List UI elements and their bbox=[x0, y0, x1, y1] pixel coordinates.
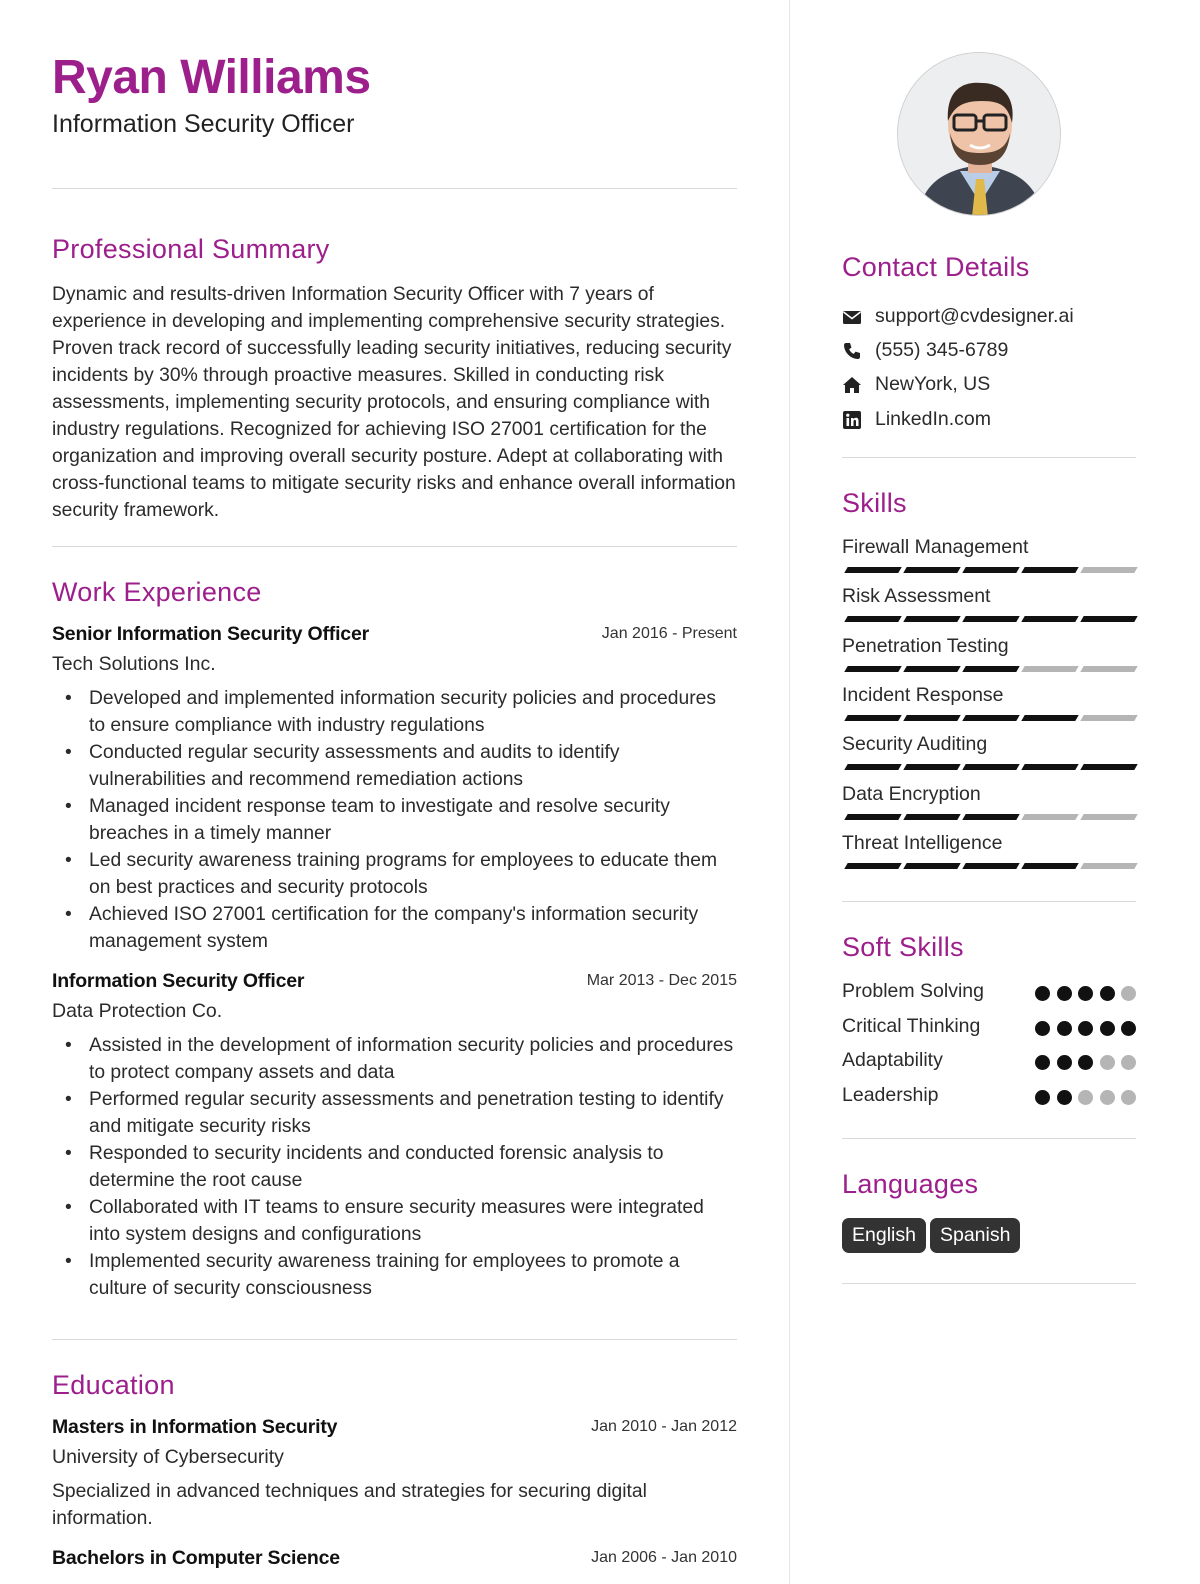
rating-dot bbox=[1057, 1090, 1072, 1105]
rating-dot bbox=[1057, 1055, 1072, 1070]
soft-skill-rating bbox=[1035, 986, 1135, 1001]
job-bullets bbox=[52, 685, 737, 955]
skill-level-segment bbox=[1080, 666, 1137, 672]
summary-heading: Professional Summary bbox=[52, 234, 330, 264]
skill-level-segment bbox=[1080, 567, 1137, 573]
job-bullet: • Managed incident response team to investigate and resolve security breaches in a timely manner bbox=[52, 793, 737, 847]
soft-skill-item bbox=[842, 1013, 1136, 1043]
skill-level-segment bbox=[1021, 567, 1078, 573]
skill-item bbox=[842, 832, 1136, 855]
rating-dot bbox=[1057, 1021, 1072, 1036]
languages-list bbox=[842, 1218, 1024, 1253]
skill-level-segment bbox=[962, 616, 1019, 622]
language-tag: Spanish bbox=[930, 1218, 1020, 1253]
job-entry bbox=[52, 623, 737, 955]
skill-item bbox=[842, 585, 1136, 608]
linkedin-icon bbox=[842, 410, 862, 430]
skill-level-bar bbox=[842, 814, 1136, 821]
job-date: Mar 2013 - Dec 2015 bbox=[586, 972, 737, 989]
job-title: Senior Information Security Officer bbox=[52, 623, 369, 645]
divider bbox=[842, 1138, 1136, 1139]
school-name: University of Cybersecurity bbox=[52, 1446, 284, 1468]
skill-level-segment bbox=[844, 764, 901, 770]
skill-level-bar bbox=[842, 715, 1136, 722]
skill-level-segment bbox=[1080, 814, 1137, 820]
skill-level-segment bbox=[844, 715, 901, 721]
rating-dot bbox=[1035, 1021, 1050, 1036]
skill-item bbox=[842, 536, 1136, 559]
contact-linkedin-text: LinkedIn.com bbox=[875, 408, 991, 430]
skill-level-segment bbox=[903, 666, 960, 672]
soft-skill-name: Leadership bbox=[842, 1083, 939, 1106]
skill-level-segment bbox=[1021, 863, 1078, 869]
skill-item bbox=[842, 733, 1136, 756]
contact-location-text: NewYork, US bbox=[875, 373, 991, 395]
skill-level-segment bbox=[1021, 814, 1078, 820]
skill-item bbox=[842, 684, 1136, 707]
skill-level-bar bbox=[842, 616, 1136, 623]
degree-title: Bachelors in Computer Science bbox=[52, 1547, 340, 1569]
rating-dot bbox=[1100, 1021, 1115, 1036]
divider bbox=[842, 901, 1136, 902]
skill-level-segment bbox=[844, 616, 901, 622]
skill-level-segment bbox=[903, 616, 960, 622]
skill-level-segment bbox=[903, 567, 960, 573]
rating-dot bbox=[1035, 1090, 1050, 1105]
job-bullet: • Performed regular security assessments and penetration testing to identify and mitigate security risks bbox=[52, 1086, 737, 1140]
soft-skill-rating bbox=[1035, 1090, 1135, 1105]
rating-dot bbox=[1121, 1021, 1136, 1036]
skill-name: Threat Intelligence bbox=[842, 831, 1003, 854]
job-bullets bbox=[52, 1032, 737, 1302]
skill-level-segment bbox=[844, 863, 901, 869]
soft-skill-item bbox=[842, 1047, 1136, 1077]
education-description: Specialized in advanced techniques and strategies for securing digital information. bbox=[52, 1481, 647, 1529]
job-bullet: • Led security awareness training programs for employees to educate them on best practices and security protocols bbox=[52, 847, 737, 901]
skill-level-segment bbox=[1080, 764, 1137, 770]
rating-dot bbox=[1078, 1090, 1093, 1105]
skill-level-segment bbox=[844, 666, 901, 672]
profile-photo bbox=[897, 52, 1061, 216]
languages-heading: Languages bbox=[842, 1169, 979, 1199]
skill-level-segment bbox=[962, 814, 1019, 820]
skill-item bbox=[842, 783, 1136, 806]
skill-level-segment bbox=[903, 814, 960, 820]
soft-skill-rating bbox=[1035, 1055, 1135, 1070]
job-bullet: • Achieved ISO 27001 certification for the company's information security management system bbox=[52, 901, 737, 955]
divider bbox=[842, 1283, 1136, 1284]
divider bbox=[842, 457, 1136, 458]
phone-icon bbox=[842, 341, 862, 361]
job-bullet: • Responded to security incidents and conducted forensic analysis to determine the root cause bbox=[52, 1140, 737, 1194]
skill-level-segment bbox=[1021, 764, 1078, 770]
degree-title: Masters in Information Security bbox=[52, 1416, 338, 1438]
soft-skill-name: Adaptability bbox=[842, 1049, 943, 1071]
soft-skills-heading: Soft Skills bbox=[842, 932, 964, 962]
rating-dot bbox=[1035, 1055, 1050, 1070]
skill-level-segment bbox=[1021, 616, 1078, 622]
job-bullet: • Collaborated with IT teams to ensure security measures were integrated into system designs and configurations bbox=[52, 1194, 737, 1248]
contact-phone[interactable] bbox=[842, 336, 1136, 366]
contact-location bbox=[842, 370, 1136, 400]
work-heading: Work Experience bbox=[52, 577, 262, 607]
skill-name: Incident Response bbox=[842, 683, 1004, 706]
candidate-role: Information Security Officer bbox=[52, 110, 355, 138]
divider bbox=[52, 188, 737, 189]
skill-level-segment bbox=[1080, 715, 1137, 721]
skill-level-segment bbox=[844, 567, 901, 573]
skill-level-segment bbox=[962, 863, 1019, 869]
skill-level-segment bbox=[903, 863, 960, 869]
skill-level-segment bbox=[1021, 715, 1078, 721]
skill-level-segment bbox=[1080, 616, 1137, 622]
divider bbox=[52, 1339, 737, 1340]
soft-skill-item bbox=[842, 978, 1136, 1008]
job-company: Data Protection Co. bbox=[52, 1000, 223, 1022]
home-icon bbox=[842, 375, 862, 395]
rating-dot bbox=[1100, 1055, 1115, 1070]
skill-item bbox=[842, 635, 1136, 658]
rating-dot bbox=[1121, 1055, 1136, 1070]
rating-dot bbox=[1035, 986, 1050, 1001]
candidate-name: Ryan Williams bbox=[52, 51, 371, 104]
education-entry bbox=[52, 1416, 737, 1532]
contact-phone-text: (555) 345-6789 bbox=[875, 339, 1009, 361]
rating-dot bbox=[1078, 986, 1093, 1001]
skill-level-segment bbox=[844, 814, 901, 820]
skill-level-bar bbox=[842, 863, 1136, 870]
summary-text: Dynamic and results-driven Information Security Officer with 7 years of experience in developing and implementing comprehensive security strategies. Proven track record of successfully leading security initiatives, reducing security incidents by 30% through proactive measures. Skilled in conducting risk assessments, implementing security protocols, and ensuring compliance with industry regulations. Recognized for achieving ISO 27001 certification for the organization and improving overall security posture. Adept at collaborating with cross-functional teams to mitigate security risks and enhance overall information security framework. bbox=[52, 284, 736, 521]
skill-name: Penetration Testing bbox=[842, 634, 1009, 657]
skill-level-bar bbox=[842, 567, 1136, 574]
job-bullet: • Implemented security awareness training for employees to promote a culture of security consciousness bbox=[52, 1248, 737, 1302]
skill-level-segment bbox=[962, 764, 1019, 770]
skill-name: Security Auditing bbox=[842, 733, 988, 756]
job-bullet: • Assisted in the development of information security policies and procedures to protect company assets and data bbox=[52, 1032, 737, 1086]
soft-skill-name: Critical Thinking bbox=[842, 1014, 981, 1037]
skill-level-segment bbox=[962, 715, 1019, 721]
job-bullet: • Conducted regular security assessments and audits to identify vulnerabilities and recommend remediation actions bbox=[52, 739, 737, 793]
envelope-icon bbox=[842, 307, 862, 327]
education-heading: Education bbox=[52, 1370, 175, 1400]
skill-level-segment bbox=[1080, 863, 1137, 869]
skill-level-bar bbox=[842, 764, 1136, 771]
rating-dot bbox=[1078, 1055, 1093, 1070]
job-date: Jan 2016 - Present bbox=[601, 625, 737, 642]
skill-level-bar bbox=[842, 666, 1136, 673]
language-tag: English bbox=[842, 1218, 926, 1253]
rating-dot bbox=[1100, 1090, 1115, 1105]
rating-dot bbox=[1121, 986, 1136, 1001]
skill-name: Data Encryption bbox=[842, 782, 981, 805]
skill-level-segment bbox=[903, 715, 960, 721]
job-bullet: • Developed and implemented information security policies and procedures to ensure compliance with industry regulations bbox=[52, 685, 737, 739]
education-date: Jan 2006 - Jan 2010 bbox=[591, 1549, 737, 1566]
rating-dot bbox=[1121, 1090, 1136, 1105]
rating-dot bbox=[1057, 986, 1072, 1001]
skill-level-segment bbox=[1021, 666, 1078, 672]
soft-skill-item bbox=[842, 1082, 1136, 1112]
contact-email[interactable] bbox=[842, 302, 1136, 332]
skill-name: Risk Assessment bbox=[842, 585, 991, 608]
contact-heading: Contact Details bbox=[842, 252, 1030, 282]
rating-dot bbox=[1100, 986, 1115, 1001]
contact-linkedin[interactable] bbox=[842, 405, 1136, 435]
skill-name: Firewall Management bbox=[842, 536, 1029, 558]
job-entry bbox=[52, 970, 737, 1302]
skill-level-segment bbox=[903, 764, 960, 770]
contact-email-text: support@cvdesigner.ai bbox=[875, 305, 1074, 327]
job-company: Tech Solutions Inc. bbox=[52, 653, 216, 675]
divider bbox=[52, 546, 737, 547]
skills-heading: Skills bbox=[842, 488, 907, 518]
soft-skill-name: Problem Solving bbox=[842, 980, 984, 1002]
education-date: Jan 2010 - Jan 2012 bbox=[591, 1418, 737, 1435]
education-entry bbox=[52, 1547, 737, 1574]
column-divider bbox=[789, 0, 790, 1584]
skill-level-segment bbox=[962, 567, 1019, 573]
rating-dot bbox=[1078, 1021, 1093, 1036]
skill-level-segment bbox=[962, 666, 1019, 672]
soft-skill-rating bbox=[1035, 1021, 1135, 1036]
job-title: Information Security Officer bbox=[52, 970, 305, 992]
